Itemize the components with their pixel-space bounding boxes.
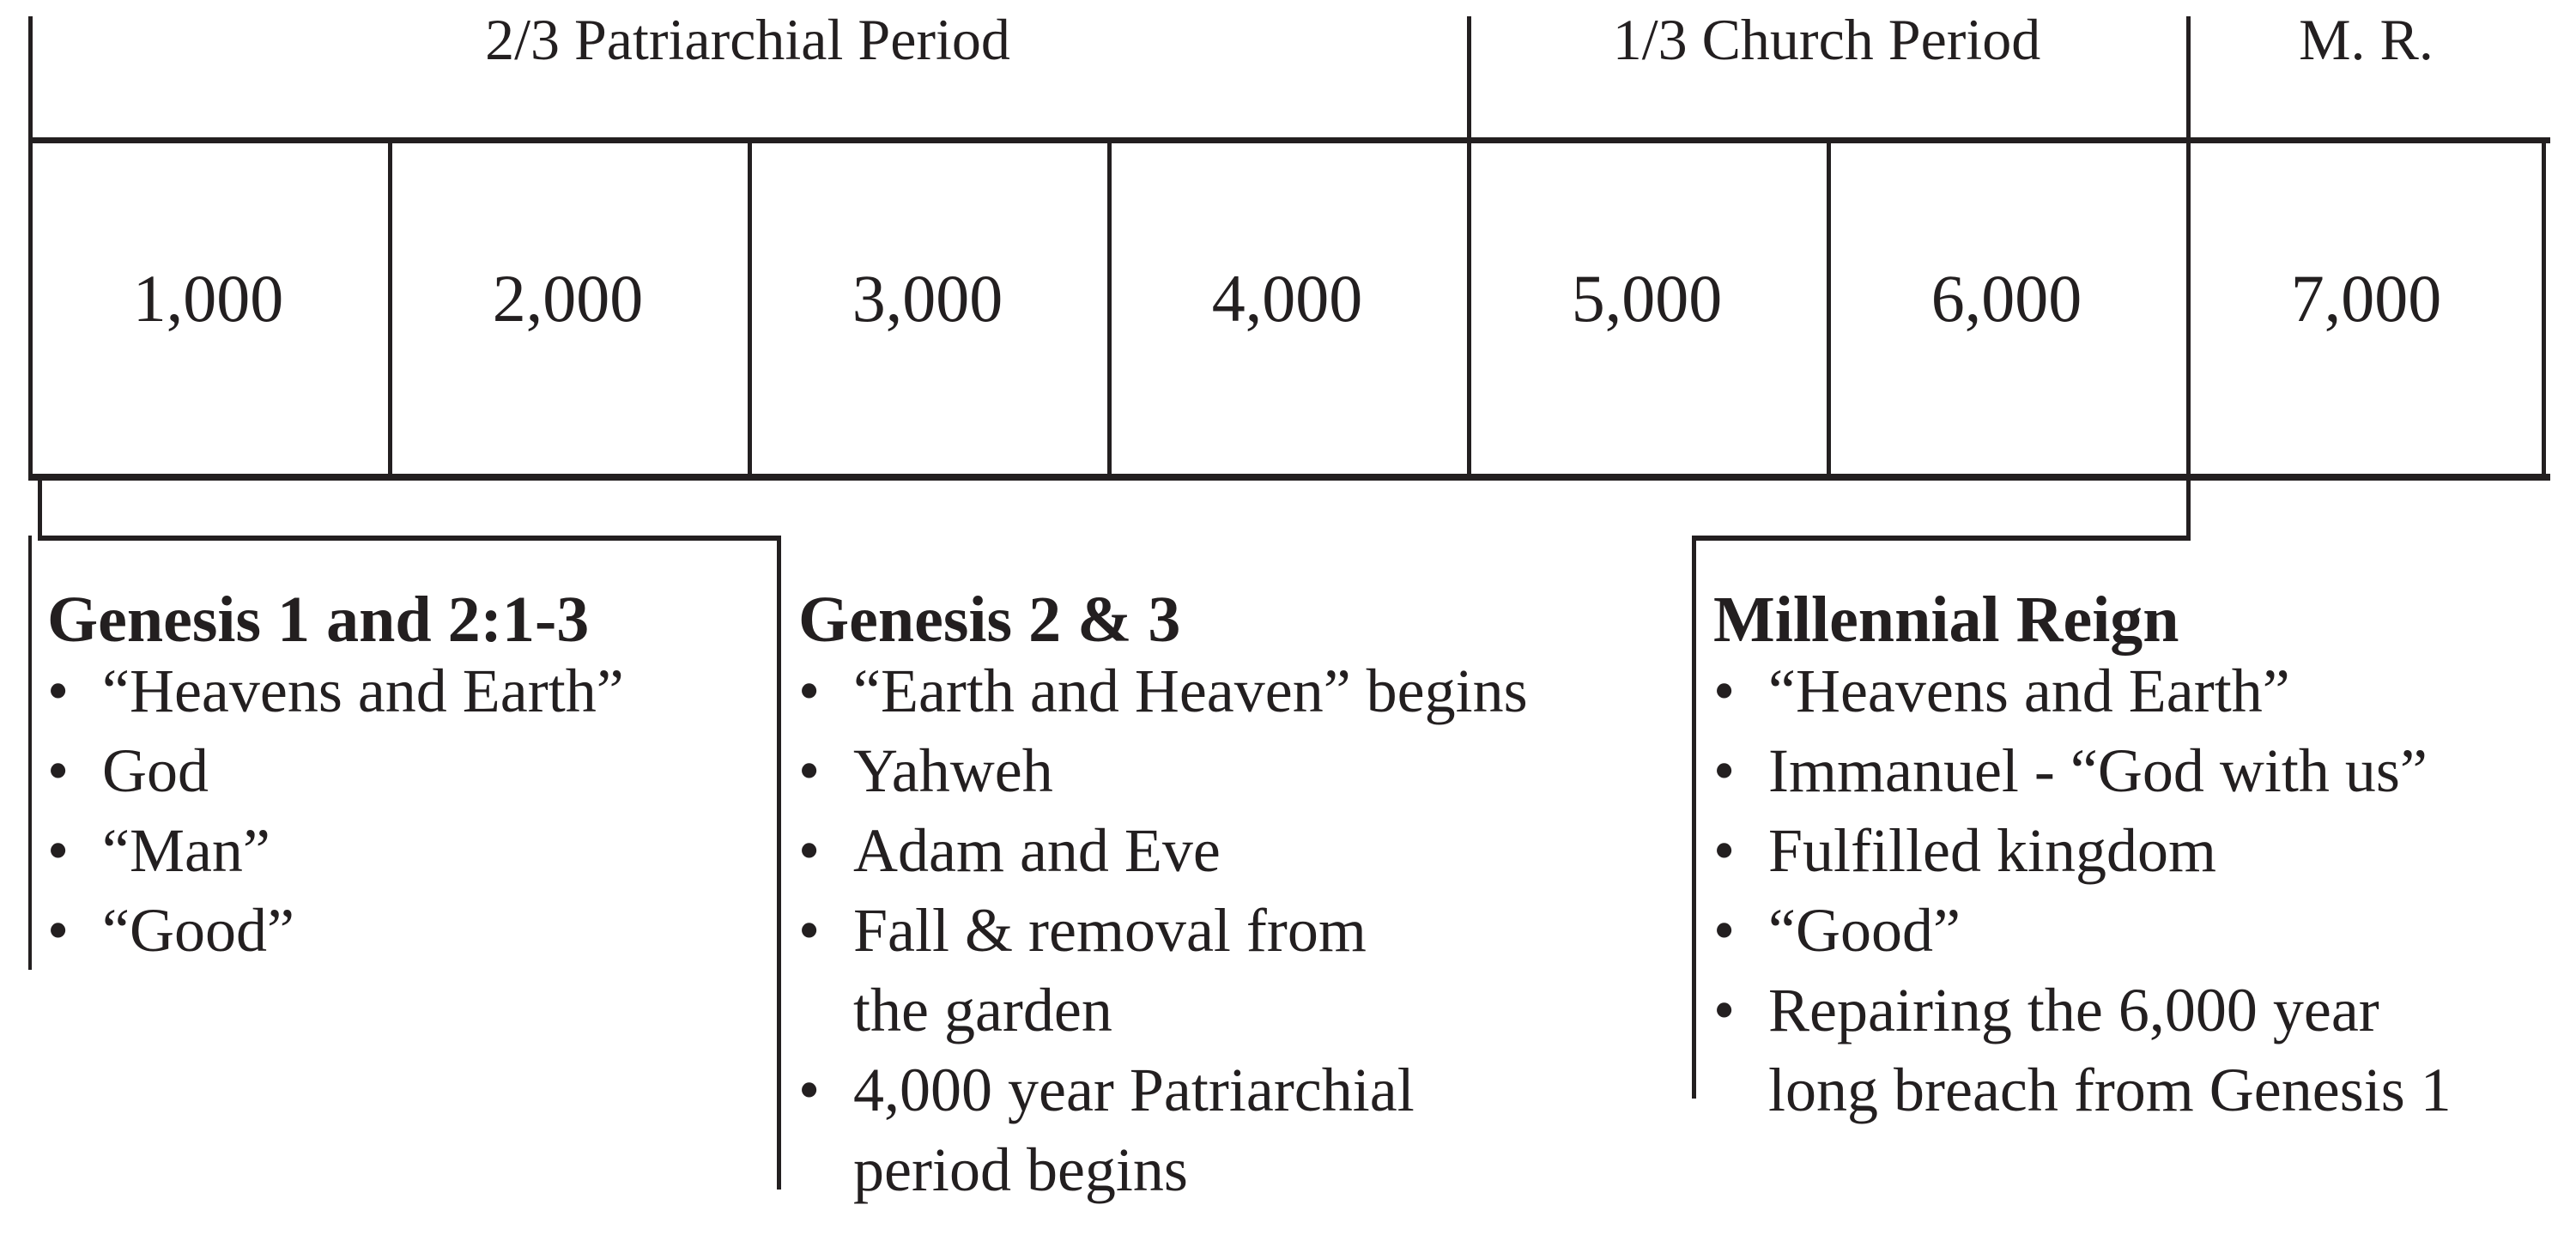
header-divider-patriarchial-church bbox=[1467, 16, 1471, 478]
year-cell-7000: 7,000 bbox=[2290, 261, 2442, 336]
bullet-item: • Adam and Eve bbox=[798, 811, 1528, 891]
callout-list-genesis1 bbox=[47, 651, 624, 971]
left-bracket-connector bbox=[38, 474, 42, 540]
bullet-item: • Immanuel - “God with us” bbox=[1713, 731, 2452, 811]
year-cell-5000: 5,000 bbox=[1571, 261, 1723, 336]
bracket-millennial-horizontal bbox=[1692, 536, 2191, 541]
year-cell-2000: 2,000 bbox=[492, 261, 644, 336]
bullet-item: • God bbox=[47, 731, 624, 811]
callout-millennial-left-line bbox=[1692, 536, 1696, 1099]
bullet-item: • “Good” bbox=[47, 891, 624, 971]
bullet-item: • Fulfilled kingdom bbox=[1713, 811, 2452, 891]
callout-divider-line bbox=[777, 536, 781, 1190]
callout-genesis1-left-line bbox=[28, 536, 32, 970]
header-patriarchial-period: 2/3 Patriarchial Period bbox=[485, 7, 1010, 72]
header-bottom-line bbox=[28, 137, 2550, 143]
callout-title-millennial: Millennial Reign bbox=[1713, 584, 2179, 656]
year-cell-3000: 3,000 bbox=[852, 261, 1003, 336]
bullet-item: • Fall & removal from the garden bbox=[798, 891, 1528, 1050]
bullet-item: • “Good” bbox=[1713, 891, 2452, 971]
table-left-border bbox=[28, 16, 33, 478]
callout-list-genesis2-3 bbox=[798, 651, 1528, 1210]
bullet-item: • “Earth and Heaven” begins bbox=[798, 651, 1528, 731]
bullet-item: • Yahweh bbox=[798, 731, 1528, 811]
bullet-item: • 4,000 year Patriarchial period begins bbox=[798, 1050, 1528, 1210]
header-millennial-reign: M. R. bbox=[2299, 7, 2434, 72]
bullet-item: • Repairing the 6,000 year long breach from Genesis 1 bbox=[1713, 971, 2452, 1130]
callout-title-genesis1: Genesis 1 and 2:1-3 bbox=[47, 584, 590, 656]
callout-title-genesis2-3: Genesis 2 & 3 bbox=[798, 584, 1181, 656]
bullet-item: • “Heavens and Earth” bbox=[47, 651, 624, 731]
table-bottom-line bbox=[28, 474, 2550, 481]
bullet-item: • “Heavens and Earth” bbox=[1713, 651, 2452, 731]
year-cell-6000: 6,000 bbox=[1930, 261, 2082, 336]
header-church-period: 1/3 Church Period bbox=[1612, 7, 2041, 72]
year-cell-1000: 1,000 bbox=[132, 261, 284, 336]
callout-list-millennial bbox=[1713, 651, 2452, 1130]
bracket-genesis1-horizontal bbox=[38, 536, 781, 541]
bullet-item: • “Man” bbox=[47, 811, 624, 891]
year-cell-4000: 4,000 bbox=[1211, 261, 1363, 336]
